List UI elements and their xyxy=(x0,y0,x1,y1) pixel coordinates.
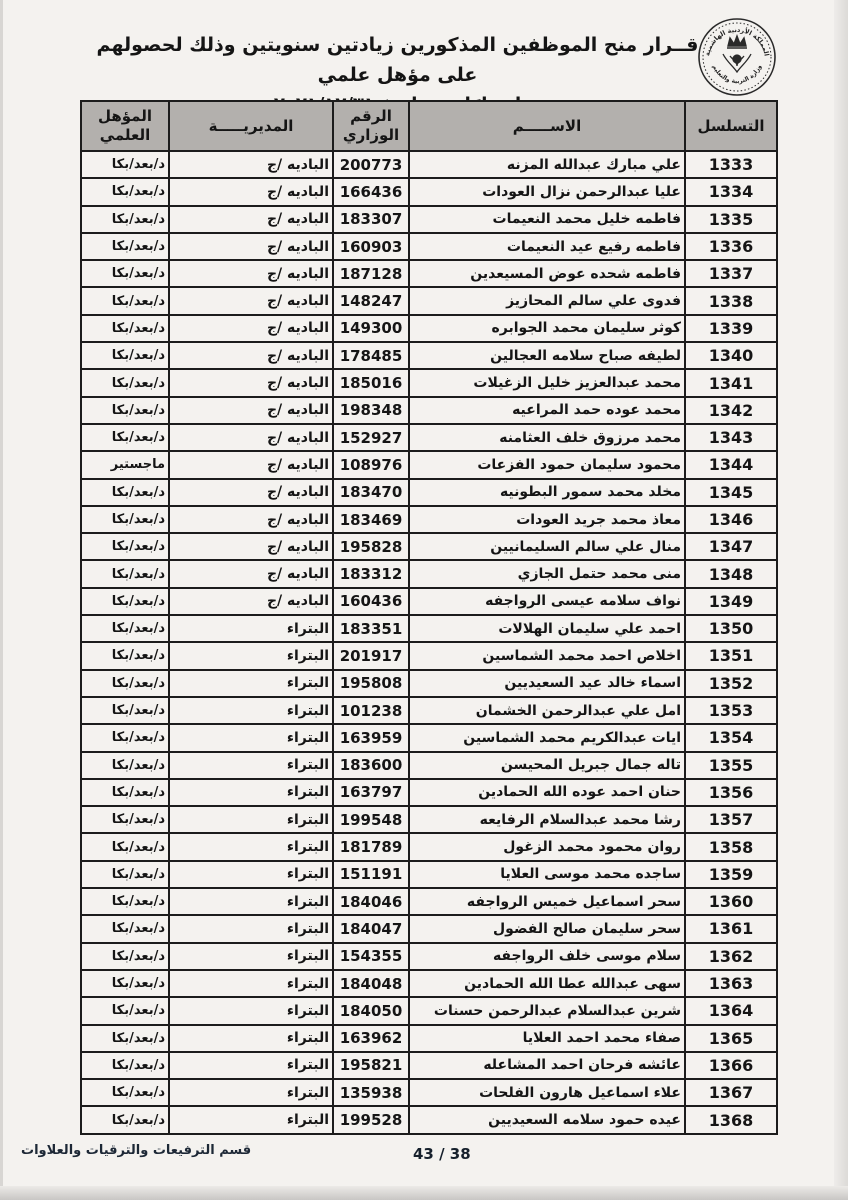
table-row xyxy=(81,560,777,587)
name-cell: سحر اسماعيل خميس الرواجفه xyxy=(409,888,685,915)
table-row xyxy=(81,315,777,342)
name-cell: روان محمود محمد الزغول xyxy=(409,833,685,860)
qualification-cell: د/بعد/بكا xyxy=(81,806,169,833)
directorate-cell: الباديه /ج xyxy=(169,479,333,506)
serial-cell: 1359 xyxy=(685,861,777,888)
seal-top-text: المملكة الأردنية الهاشمية xyxy=(703,25,771,57)
directorate-cell: الباديه /ج xyxy=(169,560,333,587)
directorate-cell: الباديه /ج xyxy=(169,178,333,205)
qualification-cell: د/بعد/بكا xyxy=(81,915,169,942)
directorate-cell: البتراء xyxy=(169,915,333,942)
qualification-cell: د/بعد/بكا xyxy=(81,970,169,997)
footer-page-number: 43 / 38 xyxy=(413,1145,471,1163)
table-row xyxy=(81,1079,777,1106)
ministry-number-cell: 166436 xyxy=(333,178,409,205)
header-ministry-number: الرقم الوزاري xyxy=(333,101,409,151)
table-row xyxy=(81,806,777,833)
serial-cell: 1335 xyxy=(685,206,777,233)
ministry-number-cell: 195808 xyxy=(333,670,409,697)
serial-cell: 1351 xyxy=(685,642,777,669)
qualification-cell: د/بعد/بكا xyxy=(81,1025,169,1052)
serial-cell: 1340 xyxy=(685,342,777,369)
qualification-cell: د/بعد/بكا xyxy=(81,779,169,806)
table-row xyxy=(81,369,777,396)
qualification-cell: د/بعد/بكا xyxy=(81,369,169,396)
name-cell: ايات عبدالكريم محمد الشماسين xyxy=(409,724,685,751)
name-cell: حنان احمد عوده الله الحمادين xyxy=(409,779,685,806)
directorate-cell: الباديه /ج xyxy=(169,397,333,424)
ministry-number-cell: 183470 xyxy=(333,479,409,506)
qualification-cell: د/بعد/بكا xyxy=(81,233,169,260)
directorate-cell: الباديه /ج xyxy=(169,260,333,287)
table-row xyxy=(81,779,777,806)
table-row xyxy=(81,1025,777,1052)
ministry-number-cell: 199528 xyxy=(333,1106,409,1133)
ministry-number-cell: 163962 xyxy=(333,1025,409,1052)
seal-bottom-text: وزارة التربية والتعليم xyxy=(710,63,764,86)
serial-cell: 1343 xyxy=(685,424,777,451)
directorate-cell: الباديه /ج xyxy=(169,506,333,533)
qualification-cell: د/بعد/بكا xyxy=(81,151,169,178)
qualification-cell: ماجستير xyxy=(81,451,169,478)
table-row xyxy=(81,1052,777,1079)
serial-cell: 1346 xyxy=(685,506,777,533)
serial-cell: 1336 xyxy=(685,233,777,260)
name-cell: لطيفه صباح سلامه العجالين xyxy=(409,342,685,369)
serial-cell: 1360 xyxy=(685,888,777,915)
qualification-cell: د/بعد/بكا xyxy=(81,479,169,506)
serial-cell: 1364 xyxy=(685,997,777,1024)
qualification-cell: د/بعد/بكا xyxy=(81,833,169,860)
name-cell: معاذ محمد جريد العودات xyxy=(409,506,685,533)
directorate-cell: البتراء xyxy=(169,724,333,751)
ministry-number-cell: 149300 xyxy=(333,315,409,342)
table-row xyxy=(81,588,777,615)
scan-edge-right xyxy=(834,0,848,1200)
directorate-cell: البتراء xyxy=(169,670,333,697)
serial-cell: 1362 xyxy=(685,943,777,970)
ministry-number-cell: 178485 xyxy=(333,342,409,369)
directorate-cell: البتراء xyxy=(169,1106,333,1133)
ministry-number-cell: 184047 xyxy=(333,915,409,942)
name-cell: محمد مرزوق خلف العثامنه xyxy=(409,424,685,451)
name-cell: سحر سليمان صالح الفضول xyxy=(409,915,685,942)
table-row xyxy=(81,997,777,1024)
serial-cell: 1337 xyxy=(685,260,777,287)
name-cell: مخلد محمد سمور البطونيه xyxy=(409,479,685,506)
table-row xyxy=(81,943,777,970)
directorate-cell: البتراء xyxy=(169,806,333,833)
serial-cell: 1350 xyxy=(685,615,777,642)
ministry-number-cell: 101238 xyxy=(333,697,409,724)
directorate-cell: الباديه /ج xyxy=(169,315,333,342)
directorate-cell: البتراء xyxy=(169,970,333,997)
table-row xyxy=(81,287,777,314)
qualification-cell: د/بعد/بكا xyxy=(81,287,169,314)
table-row xyxy=(81,206,777,233)
serial-cell: 1352 xyxy=(685,670,777,697)
qualification-cell: د/بعد/بكا xyxy=(81,506,169,533)
name-cell: كوثر سليمان محمد الجوابره xyxy=(409,315,685,342)
ministry-number-cell: 184050 xyxy=(333,997,409,1024)
table-row xyxy=(81,479,777,506)
table-row xyxy=(81,397,777,424)
qualification-cell: د/بعد/بكا xyxy=(81,533,169,560)
ministry-number-cell: 108976 xyxy=(333,451,409,478)
directorate-cell: الباديه /ج xyxy=(169,588,333,615)
ministry-number-cell: 154355 xyxy=(333,943,409,970)
qualification-cell: د/بعد/بكا xyxy=(81,861,169,888)
directorate-cell: البتراء xyxy=(169,888,333,915)
directorate-cell: الباديه /ج xyxy=(169,533,333,560)
qualification-cell: د/بعد/بكا xyxy=(81,260,169,287)
name-cell: عليا عبدالرحمن نزال العودات xyxy=(409,178,685,205)
table-row xyxy=(81,642,777,669)
directorate-cell: الباديه /ج xyxy=(169,451,333,478)
table-row xyxy=(81,915,777,942)
seal-emblem-icon xyxy=(723,54,751,72)
qualification-cell: د/بعد/بكا xyxy=(81,615,169,642)
ministry-number-cell: 198348 xyxy=(333,397,409,424)
name-cell: ساجده محمد موسى العلايا xyxy=(409,861,685,888)
directorate-cell: البتراء xyxy=(169,1079,333,1106)
name-cell: علي مبارك عبدالله المزنه xyxy=(409,151,685,178)
table-row xyxy=(81,533,777,560)
serial-cell: 1365 xyxy=(685,1025,777,1052)
ministry-number-cell: 185016 xyxy=(333,369,409,396)
directorate-cell: البتراء xyxy=(169,833,333,860)
name-cell: اخلاص احمد محمد الشماسين xyxy=(409,642,685,669)
serial-cell: 1349 xyxy=(685,588,777,615)
qualification-cell: د/بعد/بكا xyxy=(81,560,169,587)
table-row xyxy=(81,178,777,205)
name-cell: فاطمه شحده عوض المسيعدين xyxy=(409,260,685,287)
name-cell: فاطمه رفيع عيد النعيمات xyxy=(409,233,685,260)
name-cell: فدوى علي سالم المحازيز xyxy=(409,287,685,314)
name-cell: رشا محمد عبدالسلام الرفايعه xyxy=(409,806,685,833)
qualification-cell: د/بعد/بكا xyxy=(81,697,169,724)
table-row xyxy=(81,970,777,997)
serial-cell: 1348 xyxy=(685,560,777,587)
table-row xyxy=(81,151,777,178)
directorate-cell: الباديه /ج xyxy=(169,151,333,178)
qualification-cell: د/بعد/بكا xyxy=(81,642,169,669)
name-cell: محمد عوده حمد المراعيه xyxy=(409,397,685,424)
serial-cell: 1354 xyxy=(685,724,777,751)
serial-cell: 1368 xyxy=(685,1106,777,1133)
name-cell: اسماء خالد عيد السعيديين xyxy=(409,670,685,697)
ministry-number-cell: 183351 xyxy=(333,615,409,642)
serial-cell: 1366 xyxy=(685,1052,777,1079)
serial-cell: 1361 xyxy=(685,915,777,942)
ministry-number-cell: 135938 xyxy=(333,1079,409,1106)
name-cell: علاء اسماعيل هارون الفلحات xyxy=(409,1079,685,1106)
serial-cell: 1345 xyxy=(685,479,777,506)
qualification-cell: د/بعد/بكا xyxy=(81,588,169,615)
qualification-cell: د/بعد/بكا xyxy=(81,342,169,369)
qualification-cell: د/بعد/بكا xyxy=(81,997,169,1024)
serial-cell: 1358 xyxy=(685,833,777,860)
qualification-cell: د/بعد/بكا xyxy=(81,1052,169,1079)
directorate-cell: البتراء xyxy=(169,779,333,806)
table-row xyxy=(81,1106,777,1133)
qualification-cell: د/بعد/بكا xyxy=(81,1079,169,1106)
table-row xyxy=(81,888,777,915)
ministry-number-cell: 163959 xyxy=(333,724,409,751)
directorate-cell: البتراء xyxy=(169,752,333,779)
directorate-cell: البتراء xyxy=(169,615,333,642)
qualification-cell: د/بعد/بكا xyxy=(81,315,169,342)
ministry-number-cell: 195828 xyxy=(333,533,409,560)
name-cell: منى محمد حتمل الجازي xyxy=(409,560,685,587)
qualification-cell: د/بعد/بكا xyxy=(81,888,169,915)
name-cell: فاطمه خليل محمد النعيمات xyxy=(409,206,685,233)
table-row xyxy=(81,424,777,451)
employee-roster-table xyxy=(80,100,778,1135)
ministry-number-cell: 200773 xyxy=(333,151,409,178)
ministry-number-cell: 160903 xyxy=(333,233,409,260)
ministry-number-cell: 148247 xyxy=(333,287,409,314)
serial-cell: 1339 xyxy=(685,315,777,342)
serial-cell: 1341 xyxy=(685,369,777,396)
serial-cell: 1342 xyxy=(685,397,777,424)
serial-cell: 1355 xyxy=(685,752,777,779)
document-title-line1: قــرار منح الموظفين المذكورين زيادتين سنويتين وذلك لحصولهم على مؤهل علمي xyxy=(96,34,699,86)
header-name: الاســـــم xyxy=(409,101,685,151)
name-cell: تاله جمال جبريل المحيسن xyxy=(409,752,685,779)
ministry-number-cell: 183469 xyxy=(333,506,409,533)
header-serial: التسلسل xyxy=(685,101,777,151)
directorate-cell: البتراء xyxy=(169,997,333,1024)
directorate-cell: البتراء xyxy=(169,1052,333,1079)
ministry-number-cell: 183600 xyxy=(333,752,409,779)
seal-crown-icon xyxy=(727,36,747,48)
ministry-number-cell: 183307 xyxy=(333,206,409,233)
qualification-cell: د/بعد/بكا xyxy=(81,397,169,424)
directorate-cell: البتراء xyxy=(169,1025,333,1052)
directorate-cell: الباديه /ج xyxy=(169,424,333,451)
ministry-number-cell: 152927 xyxy=(333,424,409,451)
name-cell: محمد عبدالعزيز خليل الزغيلات xyxy=(409,369,685,396)
directorate-cell: الباديه /ج xyxy=(169,206,333,233)
name-cell: نواف سلامه عيسى الرواجفه xyxy=(409,588,685,615)
qualification-cell: د/بعد/بكا xyxy=(81,670,169,697)
directorate-cell: الباديه /ج xyxy=(169,287,333,314)
qualification-cell: د/بعد/بكا xyxy=(81,724,169,751)
serial-cell: 1344 xyxy=(685,451,777,478)
ministry-number-cell: 195821 xyxy=(333,1052,409,1079)
directorate-cell: الباديه /ج xyxy=(169,233,333,260)
table-row xyxy=(81,670,777,697)
qualification-cell: د/بعد/بكا xyxy=(81,1106,169,1133)
serial-cell: 1357 xyxy=(685,806,777,833)
directorate-cell: الباديه /ج xyxy=(169,342,333,369)
ministry-number-cell: 201917 xyxy=(333,642,409,669)
name-cell: سلام موسى خلف الرواجفه xyxy=(409,943,685,970)
scan-edge-bottom xyxy=(0,1186,848,1200)
ministry-number-cell: 199548 xyxy=(333,806,409,833)
scan-edge-left xyxy=(0,0,3,1200)
directorate-cell: الباديه /ج xyxy=(169,369,333,396)
name-cell: صفاء محمد احمد العلايا xyxy=(409,1025,685,1052)
name-cell: محمود سليمان حمود الفزعات xyxy=(409,451,685,478)
ministry-number-cell: 187128 xyxy=(333,260,409,287)
serial-cell: 1353 xyxy=(685,697,777,724)
ministry-number-cell: 151191 xyxy=(333,861,409,888)
qualification-cell: د/بعد/بكا xyxy=(81,206,169,233)
name-cell: عيده حمود سلامه السعيديين xyxy=(409,1106,685,1133)
footer-department-label: قسم الترفيعات والترقيات والعلاوات xyxy=(21,1143,252,1158)
serial-cell: 1367 xyxy=(685,1079,777,1106)
serial-cell: 1347 xyxy=(685,533,777,560)
name-cell: عائشه فرحان احمد المشاعله xyxy=(409,1052,685,1079)
directorate-cell: البتراء xyxy=(169,943,333,970)
serial-cell: 1334 xyxy=(685,178,777,205)
table-row xyxy=(81,724,777,751)
qualification-cell: د/بعد/بكا xyxy=(81,943,169,970)
svg-text:وزارة التربية والتعليم xyxy=(711,64,763,86)
ministry-number-cell: 183312 xyxy=(333,560,409,587)
name-cell: منال علي سالم السليمانيين xyxy=(409,533,685,560)
ministry-seal xyxy=(697,16,777,98)
serial-cell: 1356 xyxy=(685,779,777,806)
table-row xyxy=(81,697,777,724)
table-row xyxy=(81,233,777,260)
directorate-cell: البتراء xyxy=(169,861,333,888)
ministry-number-cell: 184048 xyxy=(333,970,409,997)
name-cell: شرين عبدالسلام عبدالرحمن حسنات xyxy=(409,997,685,1024)
header-qualification: المؤهل العلمي xyxy=(81,101,169,151)
ministry-number-cell: 160436 xyxy=(333,588,409,615)
table-header-row xyxy=(81,101,777,151)
ministry-number-cell: 184046 xyxy=(333,888,409,915)
name-cell: سهى عبدالله عطا الله الحمادين xyxy=(409,970,685,997)
header-directorate: المديريـــــة xyxy=(169,101,333,151)
serial-cell: 1333 xyxy=(685,151,777,178)
table-row xyxy=(81,451,777,478)
name-cell: امل علي عبدالرحمن الخشمان xyxy=(409,697,685,724)
table-row xyxy=(81,861,777,888)
table-row xyxy=(81,506,777,533)
ministry-number-cell: 163797 xyxy=(333,779,409,806)
qualification-cell: د/بعد/بكا xyxy=(81,752,169,779)
ministry-number-cell: 181789 xyxy=(333,833,409,860)
name-cell: احمد علي سليمان الهلالات xyxy=(409,615,685,642)
qualification-cell: د/بعد/بكا xyxy=(81,424,169,451)
table-row xyxy=(81,833,777,860)
table-row xyxy=(81,752,777,779)
directorate-cell: البتراء xyxy=(169,697,333,724)
serial-cell: 1338 xyxy=(685,287,777,314)
table-row xyxy=(81,342,777,369)
table-body xyxy=(81,151,777,1134)
table-row xyxy=(81,615,777,642)
qualification-cell: د/بعد/بكا xyxy=(81,178,169,205)
serial-cell: 1363 xyxy=(685,970,777,997)
directorate-cell: البتراء xyxy=(169,642,333,669)
table-row xyxy=(81,260,777,287)
